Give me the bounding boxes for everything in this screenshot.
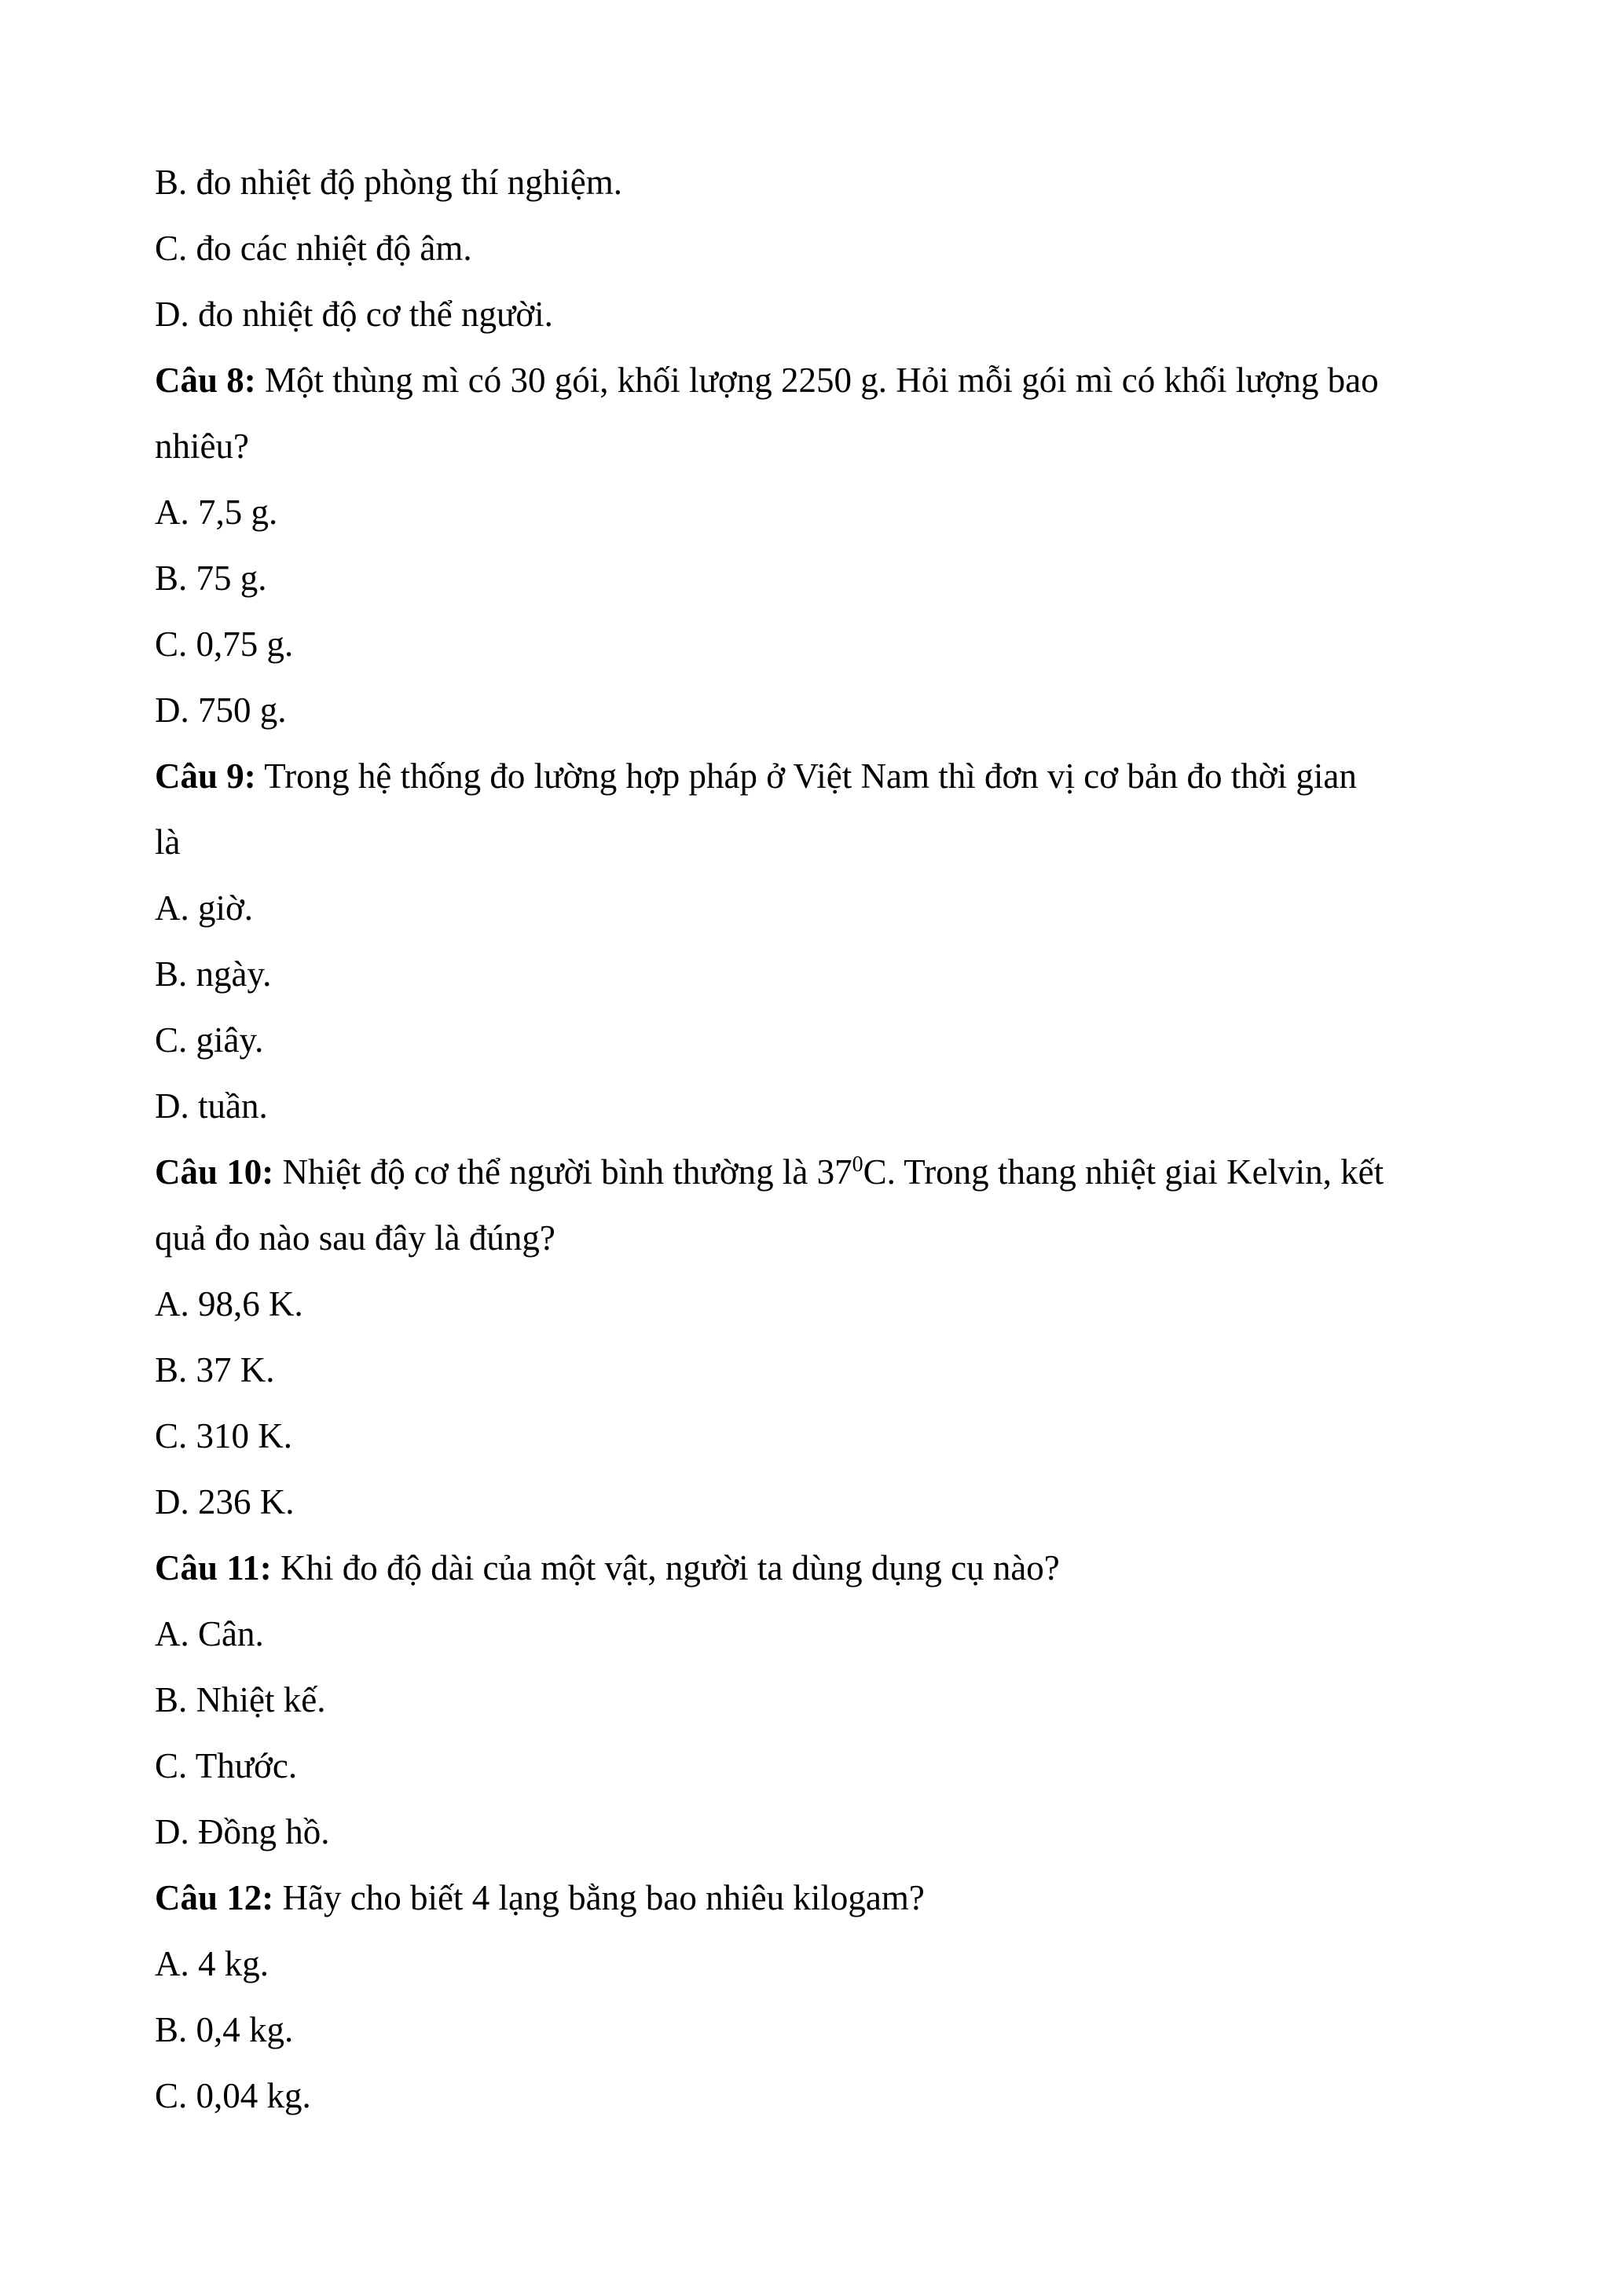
q7-option-c: C. đo các nhiệt độ âm. [155,229,472,268]
q11-text-line1: Khi đo độ dài của một vật, người ta dùng dụng cụ nào? [271,1548,1060,1587]
q12-label: Câu 12: [155,1878,274,1917]
q9-option-a: A. giờ. [155,888,254,928]
q9-question-line2: là [155,822,181,862]
q9-option-d: D. tuần. [155,1086,268,1126]
q11-question [155,1535,1483,1601]
q10-label: Câu 10: [155,1152,274,1192]
q11-option-d: D. Đồng hồ. [155,1812,330,1851]
q7-option-d: D. đo nhiệt độ cơ thể người. [155,295,553,334]
q10-text-after-sup: C. Trong thang nhiệt giai Kelvin, kết [863,1152,1384,1192]
q9-question [155,743,1483,809]
q8-option-d: D. 750 g. [155,690,287,730]
q8-question-line2: nhiêu? [155,427,249,466]
q12-option-a: A. 4 kg. [155,1944,269,1983]
q10-option-a: A. 98,6 K. [155,1284,303,1324]
document-page [155,149,1483,2129]
q11-option-b: B. Nhiệt kế. [155,1680,326,1719]
q12-option-b: B. 0,4 kg. [155,2010,294,2049]
q10-option-d: D. 236 K. [155,1482,295,1522]
q9-text-line1: Trong hệ thống đo lường hợp pháp ở Việt Nam thì đơn vị cơ bản đo thời gian [255,756,1357,796]
q8-question [155,347,1483,413]
q9-label: Câu 9: [155,756,256,796]
q10-option-b: B. 37 K. [155,1350,275,1390]
q7-option-b: B. đo nhiệt độ phòng thí nghiệm. [155,163,622,202]
q9-option-b: B. ngày. [155,954,272,994]
q8-option-b: B. 75 g. [155,558,267,598]
q10-question [155,1139,1483,1205]
q11-option-a: A. Cân. [155,1614,264,1653]
q8-option-a: A. 7,5 g. [155,493,278,532]
q12-option-c: C. 0,04 kg. [155,2076,311,2115]
q8-label: Câu 8: [155,361,256,400]
q10-option-c: C. 310 K. [155,1416,293,1456]
q11-label: Câu 11: [155,1548,272,1587]
q9-option-c: C. giây. [155,1020,264,1060]
q10-degree-superscript: 0 [852,1152,863,1177]
q10-text-before-sup: Nhiệt độ cơ thể người bình thường là 37 [273,1152,852,1192]
q10-question-line2: quả đo nào sau đây là đúng? [155,1218,555,1258]
q8-option-c: C. 0,75 g. [155,624,294,664]
q12-question [155,1865,1483,1931]
q11-option-c: C. Thước. [155,1746,298,1785]
q8-text-line1: Một thùng mì có 30 gói, khối lượng 2250 g. Hỏi mỗi gói mì có khối lượng bao [255,361,1379,400]
q12-text-line1: Hãy cho biết 4 lạng bằng bao nhiêu kilogam? [273,1878,925,1917]
